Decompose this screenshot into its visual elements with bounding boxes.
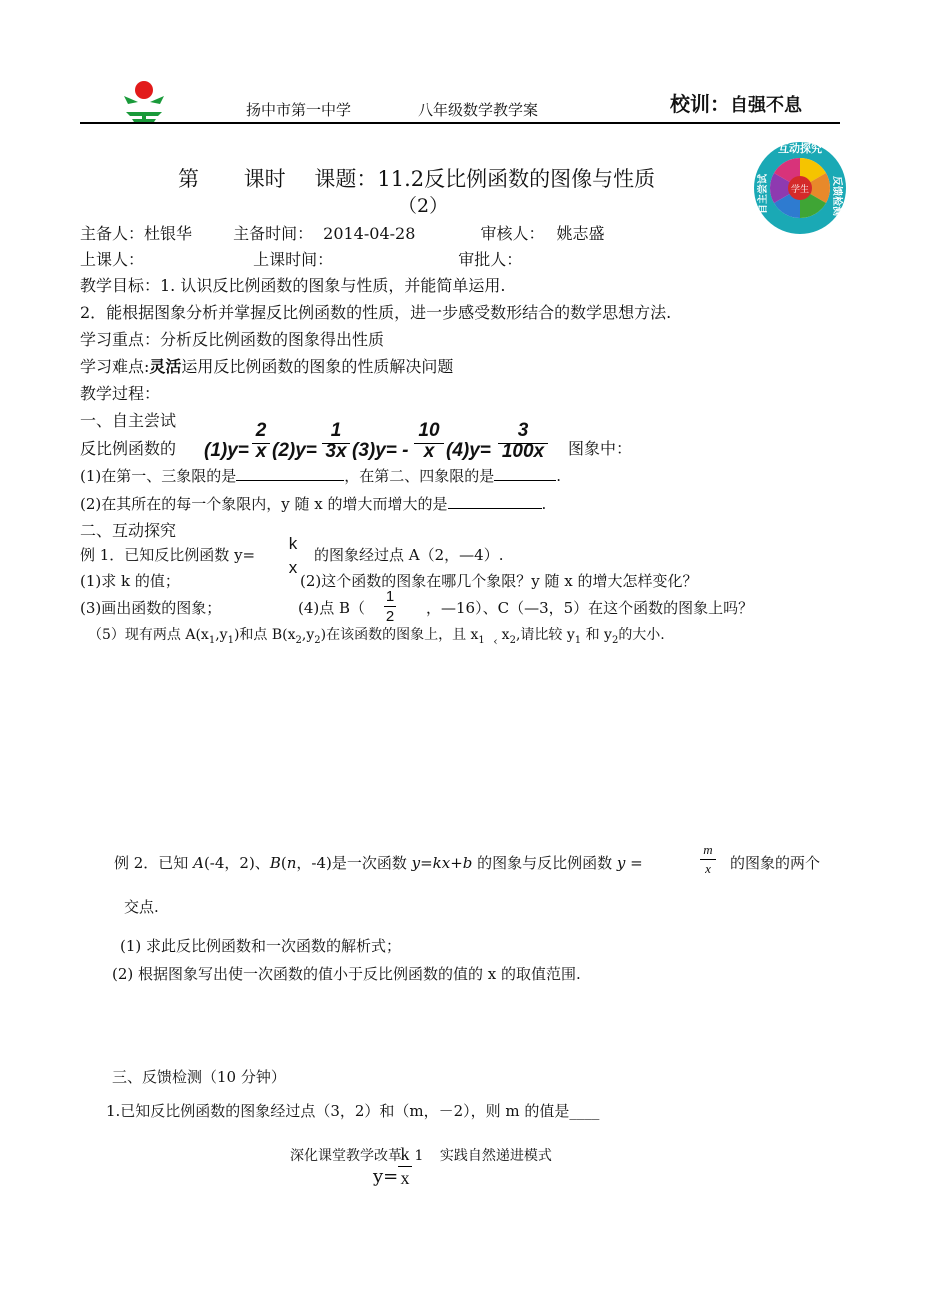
section2-heading: 二、互动探究 [80, 521, 177, 540]
ex2-e: 的图象与反比例函数 [472, 854, 617, 872]
time-label: 主备时间： [233, 224, 314, 243]
func1-prefix: (1)y= [204, 440, 249, 461]
ex1-q5 [88, 624, 665, 646]
ex2-A: A [193, 854, 204, 872]
q5-sub-7: 1 [574, 634, 582, 646]
ex2-x: x [705, 861, 711, 876]
ex2-linear: y=kx+b [411, 854, 473, 872]
q2-text-b: . [541, 495, 547, 513]
ex1-q4-num: 1 [385, 588, 395, 605]
badge-ring-right: 反馈检测 [831, 176, 842, 216]
section1-intro-end: 图象中： [568, 439, 633, 458]
teacher-label: 上课人： [80, 250, 145, 269]
meta-row-2 [80, 247, 522, 270]
q1-text-b: ，在第二、四象限的是 [344, 467, 495, 485]
ex2-B: B [269, 854, 281, 872]
q5-sub-8: 2 [611, 634, 619, 646]
ex2-y: y = [616, 854, 643, 872]
ex2-q2: (2) 根据图象写出使一次函数的值小于反比例函数的值的 x 的取值范围. [112, 965, 581, 983]
motto [670, 88, 802, 117]
func4-fraction [498, 420, 548, 463]
func3-prefix: (3)y= - [352, 440, 409, 461]
section1-heading: 一、自主尝试 [80, 411, 177, 430]
ex1-q2: (2)这个函数的图象在哪几个象限？y 随 x 的增大怎样变化？ [300, 572, 698, 590]
badge-center-text: 学生 [790, 185, 810, 195]
meta-row-1 [80, 221, 605, 244]
title-part-b: 课时 [243, 167, 286, 191]
ex1-k: k [288, 534, 298, 553]
q5-a: （5）现有两点 A(x [88, 627, 209, 643]
func1-num: 2 [255, 420, 267, 441]
section1-intro: 反比例函数的 [80, 439, 177, 458]
q5-g: ,请比较 y [515, 627, 575, 643]
func4-num: 3 [517, 420, 529, 441]
func3-den: x [423, 441, 435, 462]
goal-line-1: 教学目标：1. 认识反比例函数的图象与性质，并能简单运用. [80, 276, 506, 295]
ex2-d: ，-4)是一次函数 [296, 854, 412, 872]
approver-label: 审批人： [458, 250, 523, 269]
q1-blank-2[interactable] [494, 480, 556, 481]
preparer: 杜银华 [144, 224, 193, 243]
motto-text: 自强不息 [730, 95, 802, 116]
func2-den: 3x [325, 441, 347, 462]
q5-d: ,y [301, 627, 315, 643]
school-logo-icon [118, 78, 170, 126]
func2-prefix: (2)y= [272, 440, 317, 461]
section3-q1: 1.已知反比例函数的图象经过点（3，2）和（m，－2），则 m 的值是____ [106, 1102, 600, 1120]
footer-y-eq: y= [373, 1166, 399, 1187]
func4-den: 100x [501, 441, 545, 462]
footer-k-over-x [398, 1144, 412, 1189]
q5-e: )在该函数的图象上，且 x [320, 627, 479, 643]
badge-ring-top: 互动探究 [778, 142, 822, 155]
func2-fraction [322, 420, 350, 463]
reviewer: 姚志盛 [556, 224, 605, 243]
goal-line-2: 2．能根据图象分析并掌握反比例函数的性质，进一步感受数形结合的数学思想方法. [80, 303, 672, 322]
title-part-a: 第 [178, 167, 199, 191]
prep-time: 2014-04-28 [323, 224, 416, 243]
q5-sub-4: 2 [314, 634, 321, 646]
ex1-q4-b: ，—16）、C（—3，5）在这个函数的图象上吗？ [426, 599, 754, 617]
lesson-title [178, 163, 655, 193]
ex2-c: ( [280, 854, 287, 872]
reviewer-label: 审核人： [480, 224, 545, 243]
example2-stem [114, 852, 643, 873]
ex1-q4-fraction [384, 588, 396, 625]
q1-text-a: (1)在第一、三象限的是 [80, 467, 237, 485]
ex1-text-a: 例 1．已知反比例函数 y= [80, 546, 256, 564]
motto-prefix: 校训： [670, 92, 730, 116]
title-part-c: 课题：11.2反比例函数的图像与性质 [314, 167, 656, 191]
lesson-subtitle: （2） [398, 195, 449, 217]
section1-q1 [80, 465, 561, 486]
footer-text [290, 1145, 552, 1165]
footer-text-a: 深化课堂教学改革 [290, 1148, 402, 1164]
badge-wheel-icon [752, 138, 848, 238]
section1-q2 [80, 493, 546, 514]
footer-x: x [400, 1168, 410, 1188]
ex1-x: x [288, 558, 298, 577]
ex2-m: m [703, 842, 713, 857]
q5-sub-6: 2 [509, 634, 516, 646]
badge-ring-left: 自主尝试 [758, 174, 769, 214]
course-name: 八年级数学教学案 [418, 101, 539, 119]
func2-num: 1 [330, 420, 342, 441]
ex2-m-over-x [700, 842, 716, 877]
q1-blank-1[interactable] [236, 480, 344, 481]
teaching-process: 教学过程： [80, 384, 161, 403]
q5-sub-5: 1 [478, 634, 485, 646]
ex1-text-b: 的图象经过点 A（2，—4）. [314, 546, 504, 564]
q1-text-c: . [556, 467, 562, 485]
ex2-b: (-4，2)、 [203, 854, 270, 872]
q5-b: ,y [215, 627, 228, 643]
ex2-q1: (1) 求此反比例函数和一次函数的解析式； [120, 937, 402, 955]
ex1-q4-den: 2 [385, 608, 395, 625]
ex1-q1: (1)求 k 的值； [80, 572, 180, 590]
difficulty-bold: 灵活 [149, 357, 182, 376]
func1-den: x [255, 441, 267, 462]
func3-num: 10 [418, 420, 440, 441]
func3-fraction [414, 420, 444, 463]
ex1-q3: (3)画出函数的图象； [80, 599, 222, 617]
ex2-n: n [286, 854, 297, 872]
q2-text-a: (2)在其所在的每一个象限内，y 随 x 的增大而增大的是 [80, 495, 448, 513]
q5-f: x [501, 627, 510, 643]
difficulty-label: 学习难点: [80, 357, 150, 376]
ex2-g: 交点. [124, 898, 159, 916]
ex2-a: 例 2．已知 [114, 854, 194, 872]
footer-text-b: 实践自然递进模式 [439, 1148, 552, 1164]
q5-sub-3: 2 [295, 634, 302, 646]
q5-lt: ‹ [493, 635, 498, 648]
q5-i: 的大小. [618, 627, 665, 643]
preparer-label: 主备人： [80, 224, 145, 243]
q5-h: 和 y [581, 627, 612, 643]
q5-c: )和点 B(x [233, 627, 296, 643]
footer-page: 1 [414, 1148, 424, 1164]
class-time-label: 上课时间： [253, 250, 334, 269]
example1-stem [80, 544, 255, 565]
difficulty-rest: 运用反比例函数的图象的性质解决问题 [181, 357, 454, 376]
ex2-f: 的图象的两个 [730, 854, 821, 872]
learning-focus: 学习重点：分析反比例函数的图象得出性质 [80, 330, 385, 349]
q2-blank[interactable] [448, 508, 542, 509]
footer-k: k [400, 1144, 410, 1164]
school-name: 扬中市第一中学 [246, 101, 352, 119]
ex1-q4-a: (4)点 B（ [298, 599, 366, 617]
func4-prefix: (4)y= [446, 440, 491, 461]
q5-sub-1: 1 [208, 634, 216, 646]
header-rule [80, 122, 840, 124]
learning-difficulty [80, 354, 453, 377]
q5-sub-2: 1 [227, 634, 234, 646]
func1-fraction [252, 420, 270, 463]
section3-heading: 三、反馈检测（10 分钟） [112, 1068, 286, 1086]
